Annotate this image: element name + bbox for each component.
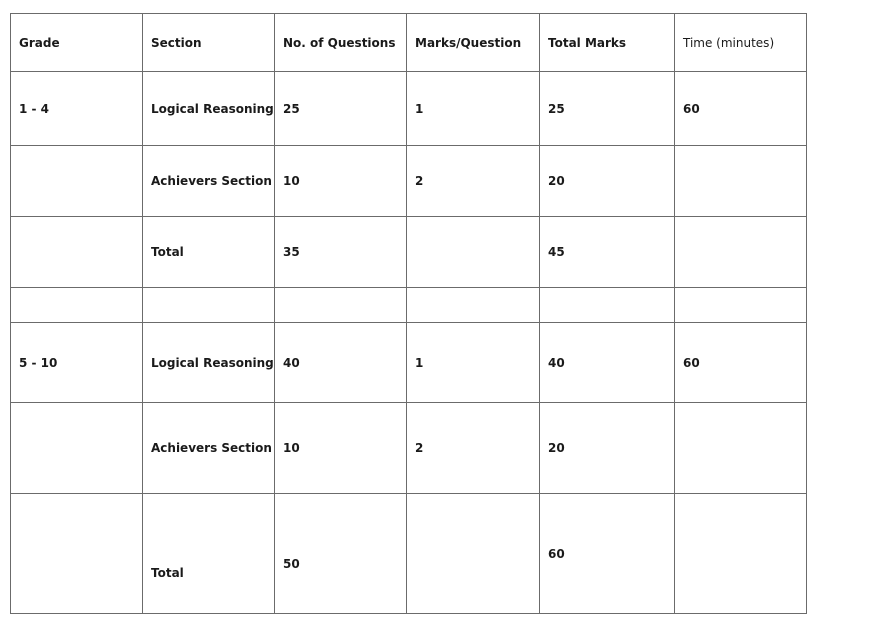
- cell-marks-per-question: 1: [407, 72, 540, 146]
- cell-marks-per-question: [407, 217, 540, 288]
- cell-time: [675, 403, 807, 494]
- marks-table: [10, 13, 807, 614]
- cell-section: Achievers Section: [143, 403, 275, 494]
- cell-total-marks: 45: [540, 217, 675, 288]
- cell-questions: 40: [275, 323, 407, 403]
- cell-questions-wrap: [275, 494, 407, 614]
- cell-questions: 50: [283, 557, 300, 571]
- table-row: [11, 494, 807, 614]
- cell-grade: 5 - 10: [11, 323, 143, 403]
- header-section: Section: [143, 14, 275, 72]
- header-grade: Grade: [11, 14, 143, 72]
- cell-questions: 10: [275, 403, 407, 494]
- header-marks-per-question: Marks/Question: [407, 14, 540, 72]
- cell-marks-per-question: 2: [407, 146, 540, 217]
- cell-total-marks: 25: [540, 72, 675, 146]
- table-row: [11, 146, 807, 217]
- cell-time: [675, 494, 807, 614]
- cell-marks-per-question: [407, 288, 540, 323]
- cell-time: [675, 217, 807, 288]
- header-time: Time (minutes): [675, 14, 807, 72]
- cell-time: 60: [675, 323, 807, 403]
- cell-section: [143, 288, 275, 323]
- cell-questions: 10: [275, 146, 407, 217]
- cell-section-wrap: [143, 494, 275, 614]
- cell-grade: [11, 494, 143, 614]
- cell-section: Logical Reasoning: [143, 72, 275, 146]
- cell-total-marks: 40: [540, 323, 675, 403]
- table-row: [11, 323, 807, 403]
- cell-time: [675, 146, 807, 217]
- cell-time: 60: [675, 72, 807, 146]
- cell-grade: [11, 403, 143, 494]
- header-questions: No. of Questions: [275, 14, 407, 72]
- cell-questions: [275, 288, 407, 323]
- header-row: [11, 14, 807, 72]
- cell-total-marks: 60: [548, 547, 565, 561]
- cell-grade: 1 - 4: [11, 72, 143, 146]
- table-row: [11, 217, 807, 288]
- cell-total-marks-wrap: [540, 494, 675, 614]
- cell-section: Total: [143, 217, 275, 288]
- cell-section: Logical Reasoning: [143, 323, 275, 403]
- cell-grade: [11, 288, 143, 323]
- cell-time: [675, 288, 807, 323]
- cell-marks-per-question: 2: [407, 403, 540, 494]
- table-row: [11, 288, 807, 323]
- cell-grade: [11, 146, 143, 217]
- cell-section: Achievers Section: [143, 146, 275, 217]
- cell-total-marks: 20: [540, 146, 675, 217]
- cell-questions: 35: [275, 217, 407, 288]
- cell-marks-per-question: [407, 494, 540, 614]
- table-row: [11, 72, 807, 146]
- cell-marks-per-question: 1: [407, 323, 540, 403]
- cell-total-marks: [540, 288, 675, 323]
- cell-questions: 25: [275, 72, 407, 146]
- table-row: [11, 403, 807, 494]
- cell-section: Total: [151, 566, 184, 580]
- cell-grade: [11, 217, 143, 288]
- header-total-marks: Total Marks: [540, 14, 675, 72]
- cell-total-marks: 20: [540, 403, 675, 494]
